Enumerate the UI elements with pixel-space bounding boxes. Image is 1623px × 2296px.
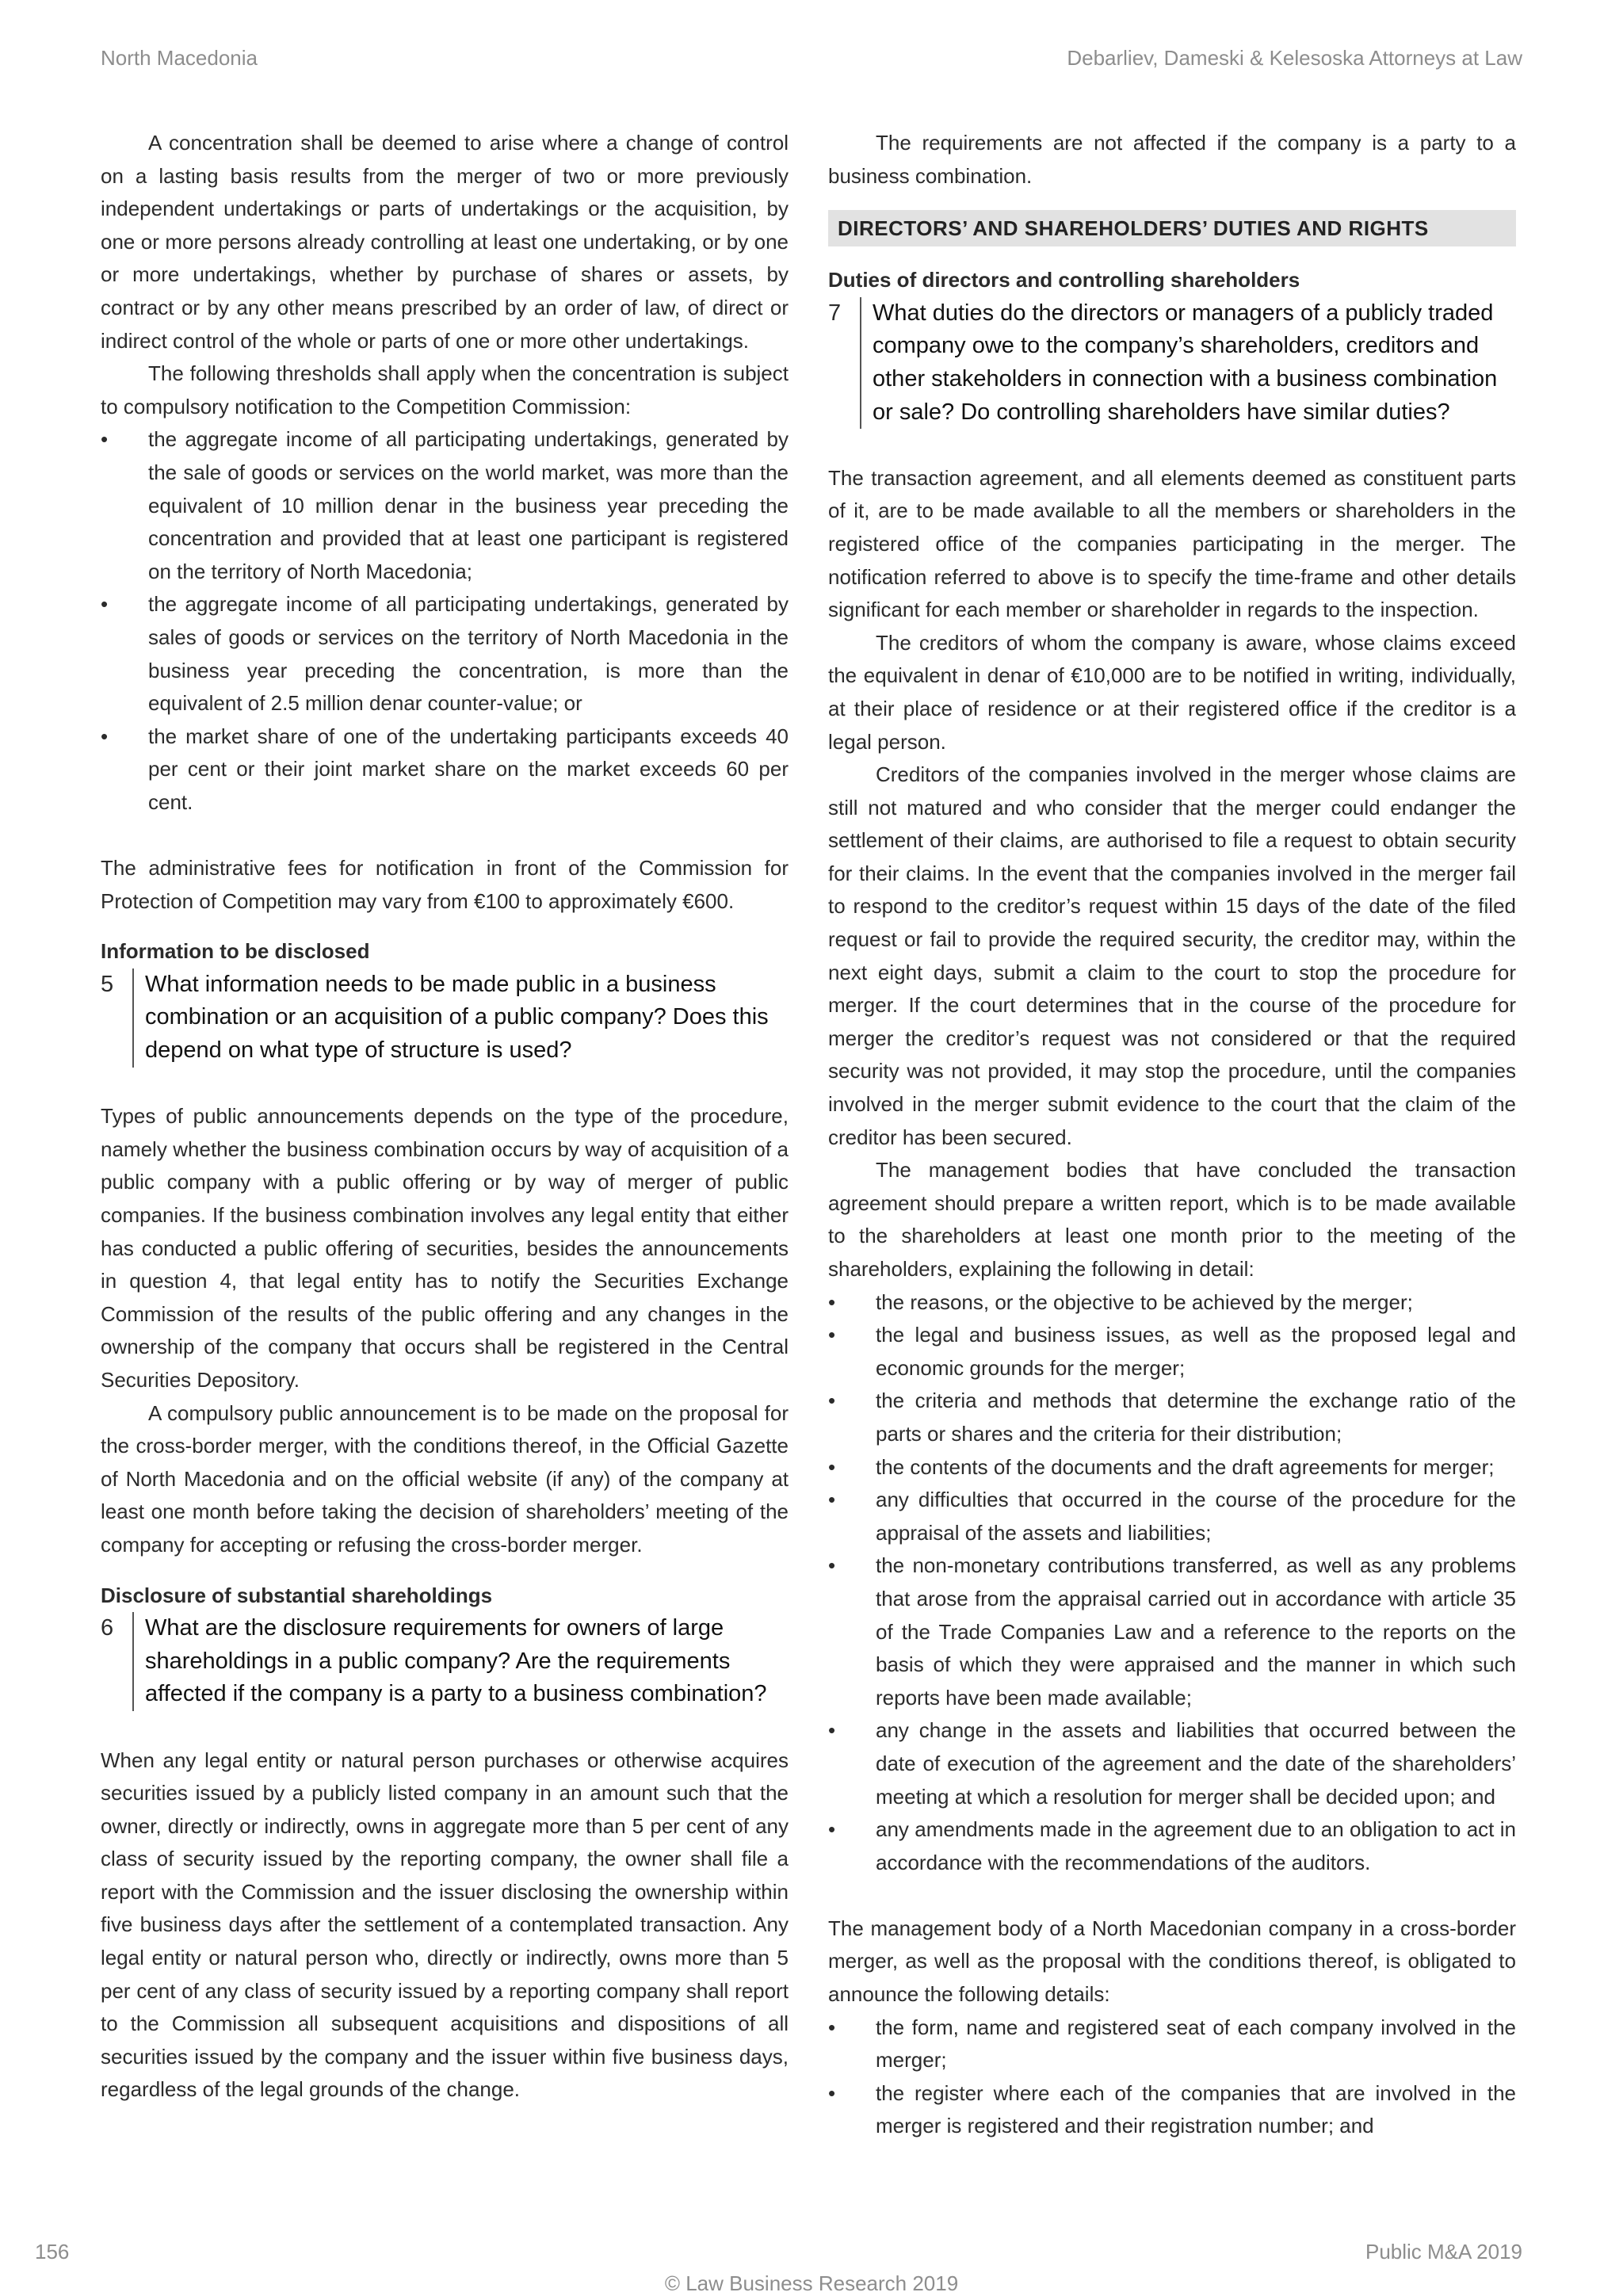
bullet-icon: • [101, 427, 109, 452]
list-item: • any difficulties that occurred in the course of the procedure for the appraisal of the assets and liabilities; [828, 1484, 1516, 1549]
paragraph: The following thresholds shall apply when the concentration is subject to compulsory notification to the Competition Commission: [101, 361, 789, 418]
paragraph: The transaction agreement, and all elements deemed as constituent parts of it, are to be made available to all the members or shareholders in the registered office of the companies participating in the merger. The notification referred to above is to specify the time-frame and other details significant for each member or shareholder in regards to the inspection. [828, 465, 1516, 622]
bullet-icon: • [828, 2015, 836, 2039]
list-item: • the register where each of the companies that are involved in the merger is registered and their registration number; and [828, 2077, 1516, 2143]
bullet-icon: • [828, 1488, 836, 1512]
question-text: What are the disclosure requirements for owners of large shareholdings in a public company? Are the requirements affected if the company is a party to a business combination? [132, 1612, 789, 1711]
paragraph: A compulsory public announcement is to be made on the proposal for the cross-border merger, with the conditions thereof, in the Official Gazette of North Macedonia and on the official website (if any) of the company at least one month before taking the decision of shareholders’ meeting of the company for accepting or refusing the cross-border merger. [101, 1400, 789, 1557]
bullet-icon: • [828, 1289, 836, 1314]
question-number: 5 [101, 971, 114, 997]
list-item: • the non-monetary contributions transferred, as well as any problems that arose from the appraisal carried out in accordance with article 35 of the Trade Companies Law and a reference to the reports on the basis of which they were appraised and the manner in which such reports have been made available; [828, 1549, 1516, 1714]
bullet-icon: • [828, 1389, 836, 1413]
right-column [828, 127, 1516, 2143]
threshold-list [101, 423, 789, 819]
subheading-information-disclosed: Information to be disclosed [101, 939, 370, 964]
question-number: 6 [101, 1615, 114, 1641]
paragraph: The creditors of whom the company is aware, whose claims exceed the equivalent in denar of €10,000 are to be notified in writing, individually, at their place of residence or at their registered office if the creditor is a legal person. [828, 630, 1516, 754]
copyright-notice: © Law Business Research 2019 [664, 2271, 959, 2295]
list-item: • any change in the assets and liabilities that occurred between the date of execution of the agreement and the date of the shareholders’ meeting at which a resolution for merger shall be decided upon; and [828, 1714, 1516, 1813]
paragraph: A concentration shall be deemed to arise where a change of control on a lasting basis results from the merger of two or more previously independent undertakings or parts of undertakings or the acquisition, by one or more persons already controlling at least one undertaking, or by one or more undertakings, whether by purchase of shares or assets, by contract or by any other means prescribed by an order of law, of direct or indirect control of the whole or parts of one or more other undertakings. [101, 131, 789, 353]
paragraph: Types of public announcements depends on the type of the procedure, namely whether the business combination occurs by way of acquisition of a public company with a public offering or by way of merger of public companies. If the business combination involves any legal entity that either has conducted a public offering of securities, besides the announcements in question 4, that legal entity has to notify the Securities Exchange Commission of the results of the public offering and any changes in the ownership of the company that occurs shall be registered in the Central Securities Depository. [101, 1104, 789, 1392]
paragraph: The management bodies that have concluded the transaction agreement should prepare a written report, which is to be made available to the shareholders at least one month prior to the meeting of the shareholders, explaining the following in detail: [828, 1158, 1516, 1281]
bullet-icon: • [101, 592, 109, 617]
question-text: What information needs to be made public in a business combination or an acquisition of a public company? Does this depend on what type of structure is used? [132, 968, 789, 1068]
subheading-duties-directors: Duties of directors and controlling shareholders [828, 268, 1300, 292]
question-text: What duties do the directors or managers of a publicly traded company owe to the company’s shareholders, creditors and other stakeholders in connection with a business combination or sale? Do controlling shareholders have similar duties? [860, 297, 1516, 429]
publication-title: Public M&A 2019 [1365, 2240, 1522, 2264]
question-5 [101, 968, 789, 1068]
list-item: • the form, name and registered seat of each company involved in the merger; [828, 2011, 1516, 2077]
list-item: • the criteria and methods that determine the exchange ratio of the parts or shares and the criteria for their distribution; [828, 1385, 1516, 1450]
list-item: • the legal and business issues, as well as the proposed legal and economic grounds for the merger; [828, 1319, 1516, 1385]
list-item: • the contents of the documents and the draft agreements for merger; [828, 1451, 1516, 1484]
left-column [101, 127, 789, 2107]
page-number: 156 [35, 2240, 70, 2264]
bullet-icon: • [828, 1553, 836, 1578]
paragraph: Creditors of the companies involved in the merger whose claims are still not matured and who consider that the merger could endanger the settlement of their claims, are authorised to file a request to obtain security for their claims. In the event that the companies involved in the merger fail to respond to the creditor’s request within 15 days of the date of the filed request or fail to provide the required security, the creditor may, within the next eight days, submit a claim to the court to stop the procedure for merger. If the court determines that in the course of the procedure for merger the creditor’s request was not considered or that the required security was not provided, it may stop the procedure, until the companies involved in the merger submit evidence to the court that the claim of the creditor has been secured. [828, 762, 1516, 1149]
list-item: • the aggregate income of all participating undertakings, generated by sales of goods or services on the territory of North Macedonia in the business year preceding the concentration, is more than the equivalent of 2.5 million denar counter-value; or [101, 588, 789, 720]
paragraph: The administrative fees for notification in front of the Commission for Protection of Competition may vary from €100 to approximately €600. [101, 856, 789, 913]
announcement-items-list [828, 2011, 1516, 2143]
running-header-firm: Debarliev, Dameski & Kelesoska Attorneys at Law [1067, 46, 1522, 70]
bullet-icon: • [828, 1323, 836, 1347]
running-header-jurisdiction: North Macedonia [101, 46, 258, 70]
bullet-icon: • [828, 1718, 836, 1743]
list-item: • the aggregate income of all participating undertakings, generated by the sale of goods or services on the world market, was more than the equivalent of 10 million denar in the business year preceding the concentration and provided that at least one participant is registered on the territory of North Macedonia; [101, 423, 789, 588]
question-7 [828, 297, 1516, 429]
paragraph: The management body of a North Macedonian company in a cross-border merger, as well as the proposal with the conditions thereof, is obligated to announce the following details: [828, 1916, 1516, 2007]
bullet-icon: • [828, 1454, 836, 1479]
report-items-list [828, 1286, 1516, 1880]
list-item: • the reasons, or the objective to be achieved by the merger; [828, 1286, 1516, 1320]
paragraph: The requirements are not affected if the company is a party to a business combination. [828, 131, 1516, 188]
bullet-icon: • [101, 724, 109, 748]
question-number: 7 [828, 300, 842, 326]
bullet-icon: • [828, 2080, 836, 2105]
list-item: • any amendments made in the agreement due to an obligation to act in accordance with the recommendations of the auditors. [828, 1813, 1516, 1879]
list-item: • the market share of one of the undertaking participants exceeds 40 per cent or their joint market share on the market exceeds 60 per cent. [101, 720, 789, 819]
paragraph: When any legal entity or natural person purchases or otherwise acquires securities issued by a publicly listed company in an amount such that the owner, directly or indirectly, owns in aggregate more than 5 per cent of any class of security issued by the reporting company, the owner shall file a report with the Commission and the issuer disclosing the ownership within five business days after the settlement of a contemplated transaction. Any legal entity or natural person who, directly or indirectly, owns more than 5 per cent of any class of security issued by a reporting company shall report to the Commission all subsequent acquisitions and dispositions of all securities issued by the company and the issuer within five business days, regardless of the legal grounds of the change. [101, 1748, 789, 2102]
subheading-substantial-shareholdings: Disclosure of substantial shareholdings [101, 1583, 493, 1607]
bullet-icon: • [828, 1817, 836, 1842]
question-6 [101, 1612, 789, 1711]
section-heading-duties-rights: DIRECTORS’ AND SHAREHOLDERS’ DUTIES AND RIGHTS [828, 210, 1516, 246]
